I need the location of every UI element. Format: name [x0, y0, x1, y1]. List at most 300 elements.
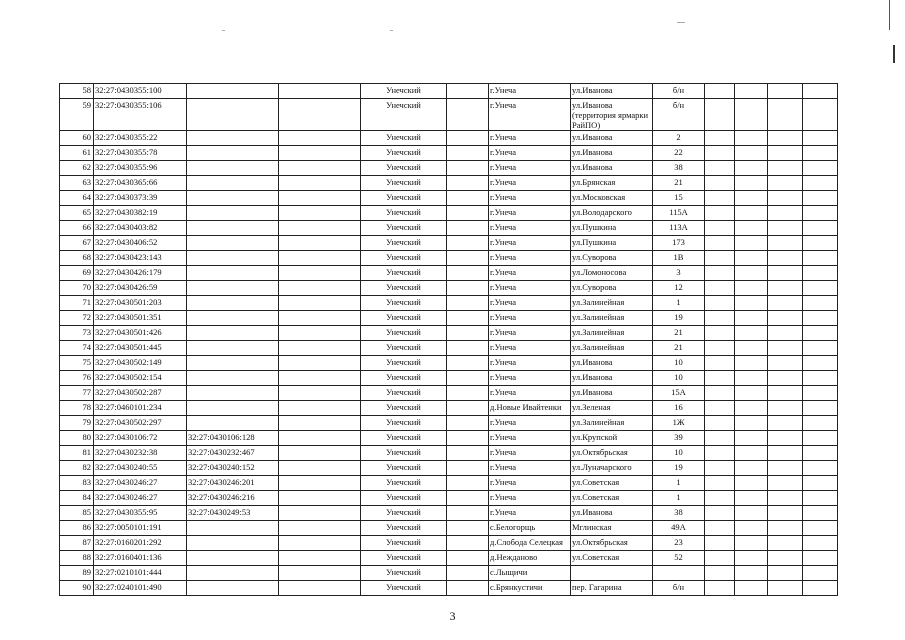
table-row	[60, 176, 838, 191]
table-row	[60, 461, 838, 476]
table-row	[60, 581, 838, 596]
cadastral-number: 32:27:0430502:297	[94, 416, 187, 431]
cadastral-number: 32:27:0430365:66	[94, 176, 187, 191]
empty-cell	[279, 311, 361, 326]
empty-cell	[803, 236, 838, 251]
empty-cell	[803, 221, 838, 236]
row-number: 73	[60, 326, 94, 341]
locality: г.Унеча	[489, 131, 571, 146]
empty-cell	[279, 191, 361, 206]
street: ул.Иванова	[571, 356, 653, 371]
row-number: 60	[60, 131, 94, 146]
empty-cell	[768, 551, 803, 566]
empty-cell	[735, 191, 768, 206]
land-plots-table	[59, 83, 838, 596]
empty-cell	[279, 281, 361, 296]
table-row	[60, 446, 838, 461]
locality: г.Унеча	[489, 176, 571, 191]
street: ул.Иванова	[571, 161, 653, 176]
scan-edge-line	[889, 0, 890, 30]
empty-cell	[768, 461, 803, 476]
empty-cell	[279, 341, 361, 356]
house-number: 49А	[653, 521, 705, 536]
related-cadastral-number	[187, 341, 279, 356]
empty-cell	[705, 251, 735, 266]
cadastral-number: 32:27:0160201:292	[94, 536, 187, 551]
table-row	[60, 191, 838, 206]
district: Унечский	[361, 476, 447, 491]
empty-cell	[803, 296, 838, 311]
table-row	[60, 99, 838, 131]
empty-cell	[705, 281, 735, 296]
house-number: 115А	[653, 206, 705, 221]
empty-cell	[735, 161, 768, 176]
locality: г.Унеча	[489, 251, 571, 266]
district: Унечский	[361, 566, 447, 581]
row-number: 72	[60, 311, 94, 326]
cadastral-number: 32:27:0430355:95	[94, 506, 187, 521]
district: Унечский	[361, 521, 447, 536]
empty-cell	[279, 266, 361, 281]
locality: г.Унеча	[489, 446, 571, 461]
street: ул.Ломоносова	[571, 266, 653, 281]
row-number: 64	[60, 191, 94, 206]
house-number: 1	[653, 476, 705, 491]
street: ул.Залинейная	[571, 341, 653, 356]
street: ул.Иванова	[571, 506, 653, 521]
empty-cell	[768, 296, 803, 311]
row-number: 70	[60, 281, 94, 296]
related-cadastral-number	[187, 356, 279, 371]
empty-cell	[705, 311, 735, 326]
house-number: 10	[653, 356, 705, 371]
empty-cell	[803, 536, 838, 551]
house-number: 19	[653, 311, 705, 326]
empty-cell	[279, 386, 361, 401]
district: Унечский	[361, 221, 447, 236]
empty-cell	[705, 296, 735, 311]
empty-cell	[768, 131, 803, 146]
empty-cell	[705, 371, 735, 386]
scan-speck	[677, 22, 685, 23]
empty-cell	[705, 326, 735, 341]
empty-cell	[705, 146, 735, 161]
empty-cell	[803, 176, 838, 191]
street: ул.Иванова	[571, 146, 653, 161]
empty-cell	[735, 84, 768, 99]
empty-cell	[447, 296, 489, 311]
empty-cell	[705, 341, 735, 356]
related-cadastral-number: 32:27:0430240:152	[187, 461, 279, 476]
street: ул.Октябрьская	[571, 536, 653, 551]
row-number: 84	[60, 491, 94, 506]
house-number: 3	[653, 266, 705, 281]
empty-cell	[735, 356, 768, 371]
empty-cell	[735, 221, 768, 236]
locality: г.Унеча	[489, 146, 571, 161]
table-row	[60, 551, 838, 566]
table-row	[60, 341, 838, 356]
empty-cell	[803, 311, 838, 326]
empty-cell	[768, 431, 803, 446]
table-row	[60, 371, 838, 386]
cadastral-number: 32:27:0430246:27	[94, 476, 187, 491]
cadastral-number: 32:27:0430373:39	[94, 191, 187, 206]
empty-cell	[735, 311, 768, 326]
empty-cell	[735, 416, 768, 431]
empty-cell	[803, 491, 838, 506]
empty-cell	[447, 131, 489, 146]
empty-cell	[803, 341, 838, 356]
street: ул.Суворова	[571, 281, 653, 296]
empty-cell	[447, 236, 489, 251]
table-row	[60, 221, 838, 236]
row-number: 86	[60, 521, 94, 536]
street: ул.Залинейная	[571, 326, 653, 341]
empty-cell	[803, 461, 838, 476]
empty-cell	[705, 131, 735, 146]
street: ул.Иванова	[571, 131, 653, 146]
table-row	[60, 146, 838, 161]
empty-cell	[735, 581, 768, 596]
cadastral-number: 32:27:0210101:444	[94, 566, 187, 581]
empty-cell	[447, 99, 489, 131]
cadastral-number: 32:27:0430426:179	[94, 266, 187, 281]
locality: д.Слобода Селецкая	[489, 536, 571, 551]
empty-cell	[279, 146, 361, 161]
locality: с.Лыщичи	[489, 566, 571, 581]
empty-cell	[803, 386, 838, 401]
table-row	[60, 521, 838, 536]
house-number: б/н	[653, 581, 705, 596]
empty-cell	[279, 161, 361, 176]
table-row	[60, 296, 838, 311]
district: Унечский	[361, 536, 447, 551]
house-number: 22	[653, 146, 705, 161]
cadastral-number: 32:27:0430423:143	[94, 251, 187, 266]
empty-cell	[768, 191, 803, 206]
cadastral-number: 32:27:0430406:52	[94, 236, 187, 251]
empty-cell	[705, 84, 735, 99]
empty-cell	[768, 221, 803, 236]
house-number: 10	[653, 371, 705, 386]
street: ул.Московская	[571, 191, 653, 206]
empty-cell	[735, 236, 768, 251]
related-cadastral-number	[187, 146, 279, 161]
street: ул.Советская	[571, 551, 653, 566]
empty-cell	[768, 251, 803, 266]
house-number: 52	[653, 551, 705, 566]
cadastral-number: 32:27:0430502:149	[94, 356, 187, 371]
related-cadastral-number	[187, 551, 279, 566]
district: Унечский	[361, 251, 447, 266]
table-row	[60, 326, 838, 341]
street: ул.Иванова	[571, 371, 653, 386]
locality: г.Унеча	[489, 341, 571, 356]
empty-cell	[735, 206, 768, 221]
empty-cell	[705, 506, 735, 521]
empty-cell	[447, 581, 489, 596]
row-number: 71	[60, 296, 94, 311]
locality: г.Унеча	[489, 416, 571, 431]
house-number: 21	[653, 326, 705, 341]
district: Унечский	[361, 311, 447, 326]
street: ул.Иванова (территория ярмарки РайПО)	[571, 99, 653, 131]
district: Унечский	[361, 99, 447, 131]
related-cadastral-number: 32:27:0430106:128	[187, 431, 279, 446]
row-number: 76	[60, 371, 94, 386]
table-row	[60, 401, 838, 416]
locality: г.Унеча	[489, 476, 571, 491]
cadastral-number: 32:27:0430501:351	[94, 311, 187, 326]
locality: г.Унеча	[489, 506, 571, 521]
row-number: 58	[60, 84, 94, 99]
house-number: 19	[653, 461, 705, 476]
cadastral-number: 32:27:0160401:136	[94, 551, 187, 566]
house-number: 1В	[653, 251, 705, 266]
house-number: б/н	[653, 99, 705, 131]
empty-cell	[705, 521, 735, 536]
cadastral-number: 32:27:0240101:490	[94, 581, 187, 596]
street: ул.Залинейная	[571, 311, 653, 326]
district: Унечский	[361, 161, 447, 176]
cadastral-number: 32:27:0430355:22	[94, 131, 187, 146]
empty-cell	[279, 521, 361, 536]
row-number: 77	[60, 386, 94, 401]
empty-cell	[447, 84, 489, 99]
empty-cell	[768, 566, 803, 581]
empty-cell	[768, 491, 803, 506]
locality: г.Унеча	[489, 206, 571, 221]
house-number: 38	[653, 506, 705, 521]
empty-cell	[705, 431, 735, 446]
empty-cell	[768, 446, 803, 461]
locality: г.Унеча	[489, 461, 571, 476]
empty-cell	[447, 401, 489, 416]
empty-cell	[768, 356, 803, 371]
empty-cell	[279, 206, 361, 221]
empty-cell	[447, 536, 489, 551]
locality: с.Брянкустичи	[489, 581, 571, 596]
cadastral-number: 32:27:0430355:78	[94, 146, 187, 161]
cadastral-number: 32:27:0430355:106	[94, 99, 187, 131]
table-row	[60, 491, 838, 506]
row-number: 75	[60, 356, 94, 371]
row-number: 61	[60, 146, 94, 161]
table-row	[60, 206, 838, 221]
empty-cell	[447, 386, 489, 401]
empty-cell	[447, 311, 489, 326]
related-cadastral-number: 32:27:0430246:216	[187, 491, 279, 506]
related-cadastral-number	[187, 176, 279, 191]
empty-cell	[447, 161, 489, 176]
district: Унечский	[361, 356, 447, 371]
street: ул.Зеленая	[571, 401, 653, 416]
locality: г.Унеча	[489, 491, 571, 506]
empty-cell	[768, 401, 803, 416]
district: Унечский	[361, 341, 447, 356]
locality: г.Унеча	[489, 296, 571, 311]
row-number: 87	[60, 536, 94, 551]
locality: г.Унеча	[489, 221, 571, 236]
empty-cell	[768, 281, 803, 296]
empty-cell	[447, 446, 489, 461]
empty-cell	[735, 521, 768, 536]
district: Унечский	[361, 416, 447, 431]
street: ул.Брянская	[571, 176, 653, 191]
empty-cell	[768, 266, 803, 281]
cadastral-number: 32:27:0430106:72	[94, 431, 187, 446]
empty-cell	[803, 401, 838, 416]
empty-cell	[279, 84, 361, 99]
scan-edge-mark	[893, 45, 895, 63]
house-number: 21	[653, 176, 705, 191]
empty-cell	[803, 446, 838, 461]
empty-cell	[735, 536, 768, 551]
empty-cell	[803, 356, 838, 371]
district: Унечский	[361, 146, 447, 161]
row-number: 65	[60, 206, 94, 221]
empty-cell	[768, 521, 803, 536]
locality: г.Унеча	[489, 281, 571, 296]
row-number: 88	[60, 551, 94, 566]
empty-cell	[279, 371, 361, 386]
page-number: 3	[449, 609, 456, 623]
table-body	[60, 84, 838, 596]
related-cadastral-number	[187, 296, 279, 311]
district: Унечский	[361, 506, 447, 521]
related-cadastral-number	[187, 401, 279, 416]
cadastral-number: 32:27:0430240:55	[94, 461, 187, 476]
empty-cell	[705, 581, 735, 596]
empty-cell	[803, 206, 838, 221]
empty-cell	[803, 431, 838, 446]
empty-cell	[279, 536, 361, 551]
empty-cell	[768, 311, 803, 326]
empty-cell	[735, 431, 768, 446]
table-row	[60, 251, 838, 266]
empty-cell	[447, 551, 489, 566]
street: ул.Иванова	[571, 84, 653, 99]
district: Унечский	[361, 191, 447, 206]
locality: г.Унеча	[489, 191, 571, 206]
empty-cell	[705, 236, 735, 251]
table-row	[60, 356, 838, 371]
empty-cell	[735, 251, 768, 266]
empty-cell	[768, 99, 803, 131]
district: Унечский	[361, 296, 447, 311]
related-cadastral-number: 32:27:0430232:467	[187, 446, 279, 461]
empty-cell	[735, 326, 768, 341]
table-row	[60, 386, 838, 401]
empty-cell	[803, 326, 838, 341]
related-cadastral-number	[187, 281, 279, 296]
cadastral-number: 32:27:0460101:234	[94, 401, 187, 416]
empty-cell	[768, 341, 803, 356]
scan-speck	[222, 30, 225, 31]
street: пер. Гагарина	[571, 581, 653, 596]
district: Унечский	[361, 461, 447, 476]
empty-cell	[768, 416, 803, 431]
table-row	[60, 84, 838, 99]
district: Унечский	[361, 266, 447, 281]
empty-cell	[279, 416, 361, 431]
related-cadastral-number: 32:27:0430246:201	[187, 476, 279, 491]
district: Унечский	[361, 491, 447, 506]
locality: г.Унеча	[489, 266, 571, 281]
empty-cell	[279, 431, 361, 446]
house-number: 1	[653, 491, 705, 506]
street: ул.Советская	[571, 491, 653, 506]
empty-cell	[279, 581, 361, 596]
empty-cell	[735, 341, 768, 356]
empty-cell	[705, 386, 735, 401]
related-cadastral-number	[187, 221, 279, 236]
related-cadastral-number	[187, 371, 279, 386]
empty-cell	[735, 401, 768, 416]
locality: г.Унеча	[489, 161, 571, 176]
house-number: 15А	[653, 386, 705, 401]
cadastral-number: 32:27:0430232:38	[94, 446, 187, 461]
empty-cell	[705, 356, 735, 371]
empty-cell	[803, 84, 838, 99]
empty-cell	[705, 476, 735, 491]
street: ул.Советская	[571, 476, 653, 491]
empty-cell	[735, 146, 768, 161]
house-number: 39	[653, 431, 705, 446]
table-row	[60, 536, 838, 551]
empty-cell	[803, 371, 838, 386]
empty-cell	[447, 491, 489, 506]
empty-cell	[279, 401, 361, 416]
district: Унечский	[361, 386, 447, 401]
empty-cell	[447, 341, 489, 356]
district: Унечский	[361, 551, 447, 566]
empty-cell	[803, 476, 838, 491]
empty-cell	[279, 326, 361, 341]
locality: д.Новые Ивайтенки	[489, 401, 571, 416]
empty-cell	[803, 281, 838, 296]
street: ул.Луначарского	[571, 461, 653, 476]
row-number: 83	[60, 476, 94, 491]
street: Мглинская	[571, 521, 653, 536]
locality: г.Унеча	[489, 356, 571, 371]
empty-cell	[279, 551, 361, 566]
locality: с.Белогорщь	[489, 521, 571, 536]
empty-cell	[447, 371, 489, 386]
empty-cell	[447, 521, 489, 536]
empty-cell	[447, 206, 489, 221]
table-row	[60, 266, 838, 281]
empty-cell	[705, 416, 735, 431]
empty-cell	[705, 161, 735, 176]
empty-cell	[279, 176, 361, 191]
empty-cell	[705, 206, 735, 221]
house-number: б/н	[653, 84, 705, 99]
empty-cell	[768, 236, 803, 251]
empty-cell	[447, 251, 489, 266]
empty-cell	[279, 356, 361, 371]
empty-cell	[803, 521, 838, 536]
row-number: 69	[60, 266, 94, 281]
street: ул.Пушкина	[571, 221, 653, 236]
empty-cell	[768, 84, 803, 99]
empty-cell	[279, 251, 361, 266]
empty-cell	[768, 476, 803, 491]
empty-cell	[803, 566, 838, 581]
locality: г.Унеча	[489, 386, 571, 401]
empty-cell	[803, 161, 838, 176]
